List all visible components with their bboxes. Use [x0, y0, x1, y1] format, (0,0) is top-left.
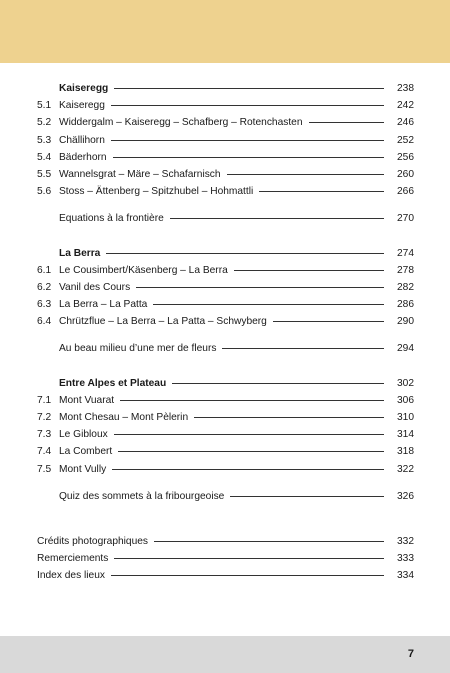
toc-back-matter-entry[interactable]	[37, 533, 414, 550]
dot-leader	[114, 558, 384, 559]
toc-page: 290	[397, 316, 414, 328]
dot-leader	[273, 321, 384, 322]
toc-title: Le Cousimbert/Käsenberg – La Berra	[59, 264, 228, 276]
toc-page: 278	[397, 264, 414, 276]
toc-number: 5.6	[37, 186, 52, 198]
dot-leader	[136, 287, 384, 288]
dot-leader	[172, 383, 384, 384]
toc-entry[interactable]	[37, 443, 414, 460]
toc-entry[interactable]	[37, 313, 414, 330]
toc-entry[interactable]	[37, 114, 414, 131]
dot-leader	[234, 270, 384, 271]
toc-title: Quiz des sommets à la fribourgeoise	[59, 490, 225, 502]
toc-title: Kaiseregg	[59, 100, 105, 112]
header-band	[0, 0, 450, 63]
toc-page: 322	[397, 463, 414, 475]
toc-title: Widdergalm – Kaiseregg – Schafberg – Rotenchasten	[59, 117, 303, 129]
toc-title: Vanil des Cours	[59, 281, 131, 293]
dot-leader	[113, 157, 384, 158]
toc-entry[interactable]	[37, 262, 414, 279]
toc-section-header[interactable]	[37, 375, 414, 392]
toc-title: Crédits photographiques	[37, 535, 149, 547]
toc-number: 7.4	[37, 446, 52, 458]
toc-title: Mont Vuarat	[59, 394, 115, 406]
toc-section-header[interactable]	[37, 245, 414, 262]
toc-page: 333	[397, 553, 414, 565]
toc-number: 7.2	[37, 412, 52, 423]
toc-title: Chrützflue – La Berra – La Patta – Schwyberg	[59, 316, 267, 328]
toc-number: 5.3	[37, 134, 52, 146]
toc-page: 302	[397, 377, 414, 389]
toc-title: Wannelsgrat – Märe – Schafarnisch	[59, 168, 221, 180]
toc-entry[interactable]	[37, 426, 414, 443]
dot-leader	[106, 253, 384, 254]
toc-title: La Berra – La Patta	[59, 299, 148, 311]
toc-back-matter-entry[interactable]	[37, 550, 414, 567]
toc-title: Stoss – Ättenberg – Spitzhubel – Hohmattli	[59, 186, 254, 198]
dot-leader	[111, 575, 384, 576]
toc-entry[interactable]	[37, 149, 414, 166]
toc-extra-entry[interactable]	[37, 488, 414, 505]
toc-page: 326	[397, 490, 414, 502]
dot-leader	[111, 105, 384, 106]
toc-title: Kaiseregg	[59, 83, 109, 94]
toc-page: 274	[397, 247, 414, 259]
toc-entry[interactable]	[37, 97, 414, 114]
toc-entry[interactable]	[37, 296, 414, 313]
dot-leader	[227, 174, 384, 175]
toc-number: 6.3	[37, 299, 52, 311]
dot-leader	[170, 218, 384, 219]
toc-number: 6.1	[37, 264, 52, 276]
toc-section-header[interactable]	[37, 80, 414, 97]
toc-page: 242	[397, 100, 414, 112]
spacer	[37, 505, 414, 533]
toc-page: 252	[397, 134, 414, 146]
toc-entry[interactable]	[37, 166, 414, 183]
toc-back-matter-entry[interactable]	[37, 567, 414, 584]
toc-extra-entry[interactable]	[37, 210, 414, 227]
toc-number: 5.5	[37, 168, 52, 180]
dot-leader	[154, 541, 384, 542]
dot-leader	[111, 140, 384, 141]
spacer	[37, 330, 414, 340]
dot-leader	[194, 417, 384, 418]
dot-leader	[259, 191, 384, 192]
toc-page: 294	[397, 343, 414, 355]
toc-entry[interactable]	[37, 132, 414, 149]
page-number: 7	[407, 648, 414, 660]
footer-band	[0, 636, 450, 673]
toc-number: 6.4	[37, 316, 52, 328]
spacer	[37, 200, 414, 210]
toc-title: Le Gibloux	[59, 429, 108, 441]
dot-leader	[309, 122, 384, 123]
toc-entry[interactable]	[37, 409, 414, 426]
toc-number: 5.4	[37, 151, 52, 163]
toc-title: Chällihorn	[59, 134, 105, 146]
toc-title: Entre Alpes et Plateau	[59, 377, 167, 389]
dot-leader	[112, 469, 384, 470]
toc-number: 6.2	[37, 281, 52, 293]
toc-title: Mont Chesau – Mont Pèlerin	[59, 412, 189, 423]
toc-page: 270	[397, 213, 414, 225]
toc-page: 306	[397, 394, 414, 406]
toc-number: 5.1	[37, 100, 52, 112]
toc-title: Remerciements	[37, 553, 109, 565]
toc-entry[interactable]	[37, 461, 414, 478]
dot-leader	[222, 348, 384, 349]
toc-page: 310	[397, 412, 414, 423]
toc-page: 318	[397, 446, 414, 458]
toc-number: 7.3	[37, 429, 52, 441]
toc-title: La Berra	[59, 247, 101, 259]
toc-title: Au beau milieu d’une mer de fleurs	[59, 343, 217, 355]
toc-entry[interactable]	[37, 279, 414, 296]
toc-page: 260	[397, 168, 414, 180]
toc-page: 238	[397, 83, 414, 94]
dot-leader	[118, 451, 384, 452]
toc-page: 256	[397, 151, 414, 163]
toc-page: 246	[397, 117, 414, 129]
dot-leader	[114, 88, 384, 89]
toc-number: 7.5	[37, 463, 52, 475]
toc-title: Equations à la frontière	[59, 213, 164, 225]
toc-title: Index des lieux	[37, 570, 105, 582]
toc-number: 7.1	[37, 394, 52, 406]
dot-leader	[120, 400, 384, 401]
toc-entry[interactable]	[37, 392, 414, 409]
toc-page: 286	[397, 299, 414, 311]
toc-page: 314	[397, 429, 414, 441]
spacer	[37, 358, 414, 375]
dot-leader	[230, 496, 384, 497]
toc-extra-entry[interactable]	[37, 340, 414, 357]
toc-title: La Combert	[59, 446, 113, 458]
toc-title: Mont Vully	[59, 463, 107, 475]
table-of-contents	[37, 80, 414, 585]
toc-number: 5.2	[37, 117, 52, 129]
toc-page: 332	[397, 535, 414, 547]
toc-page: 266	[397, 186, 414, 198]
dot-leader	[114, 434, 384, 435]
toc-title: Bäderhorn	[59, 151, 107, 163]
toc-entry[interactable]	[37, 183, 414, 200]
spacer	[37, 478, 414, 488]
spacer	[37, 228, 414, 245]
toc-page: 334	[397, 570, 414, 582]
toc-page: 282	[397, 281, 414, 293]
dot-leader	[153, 304, 384, 305]
